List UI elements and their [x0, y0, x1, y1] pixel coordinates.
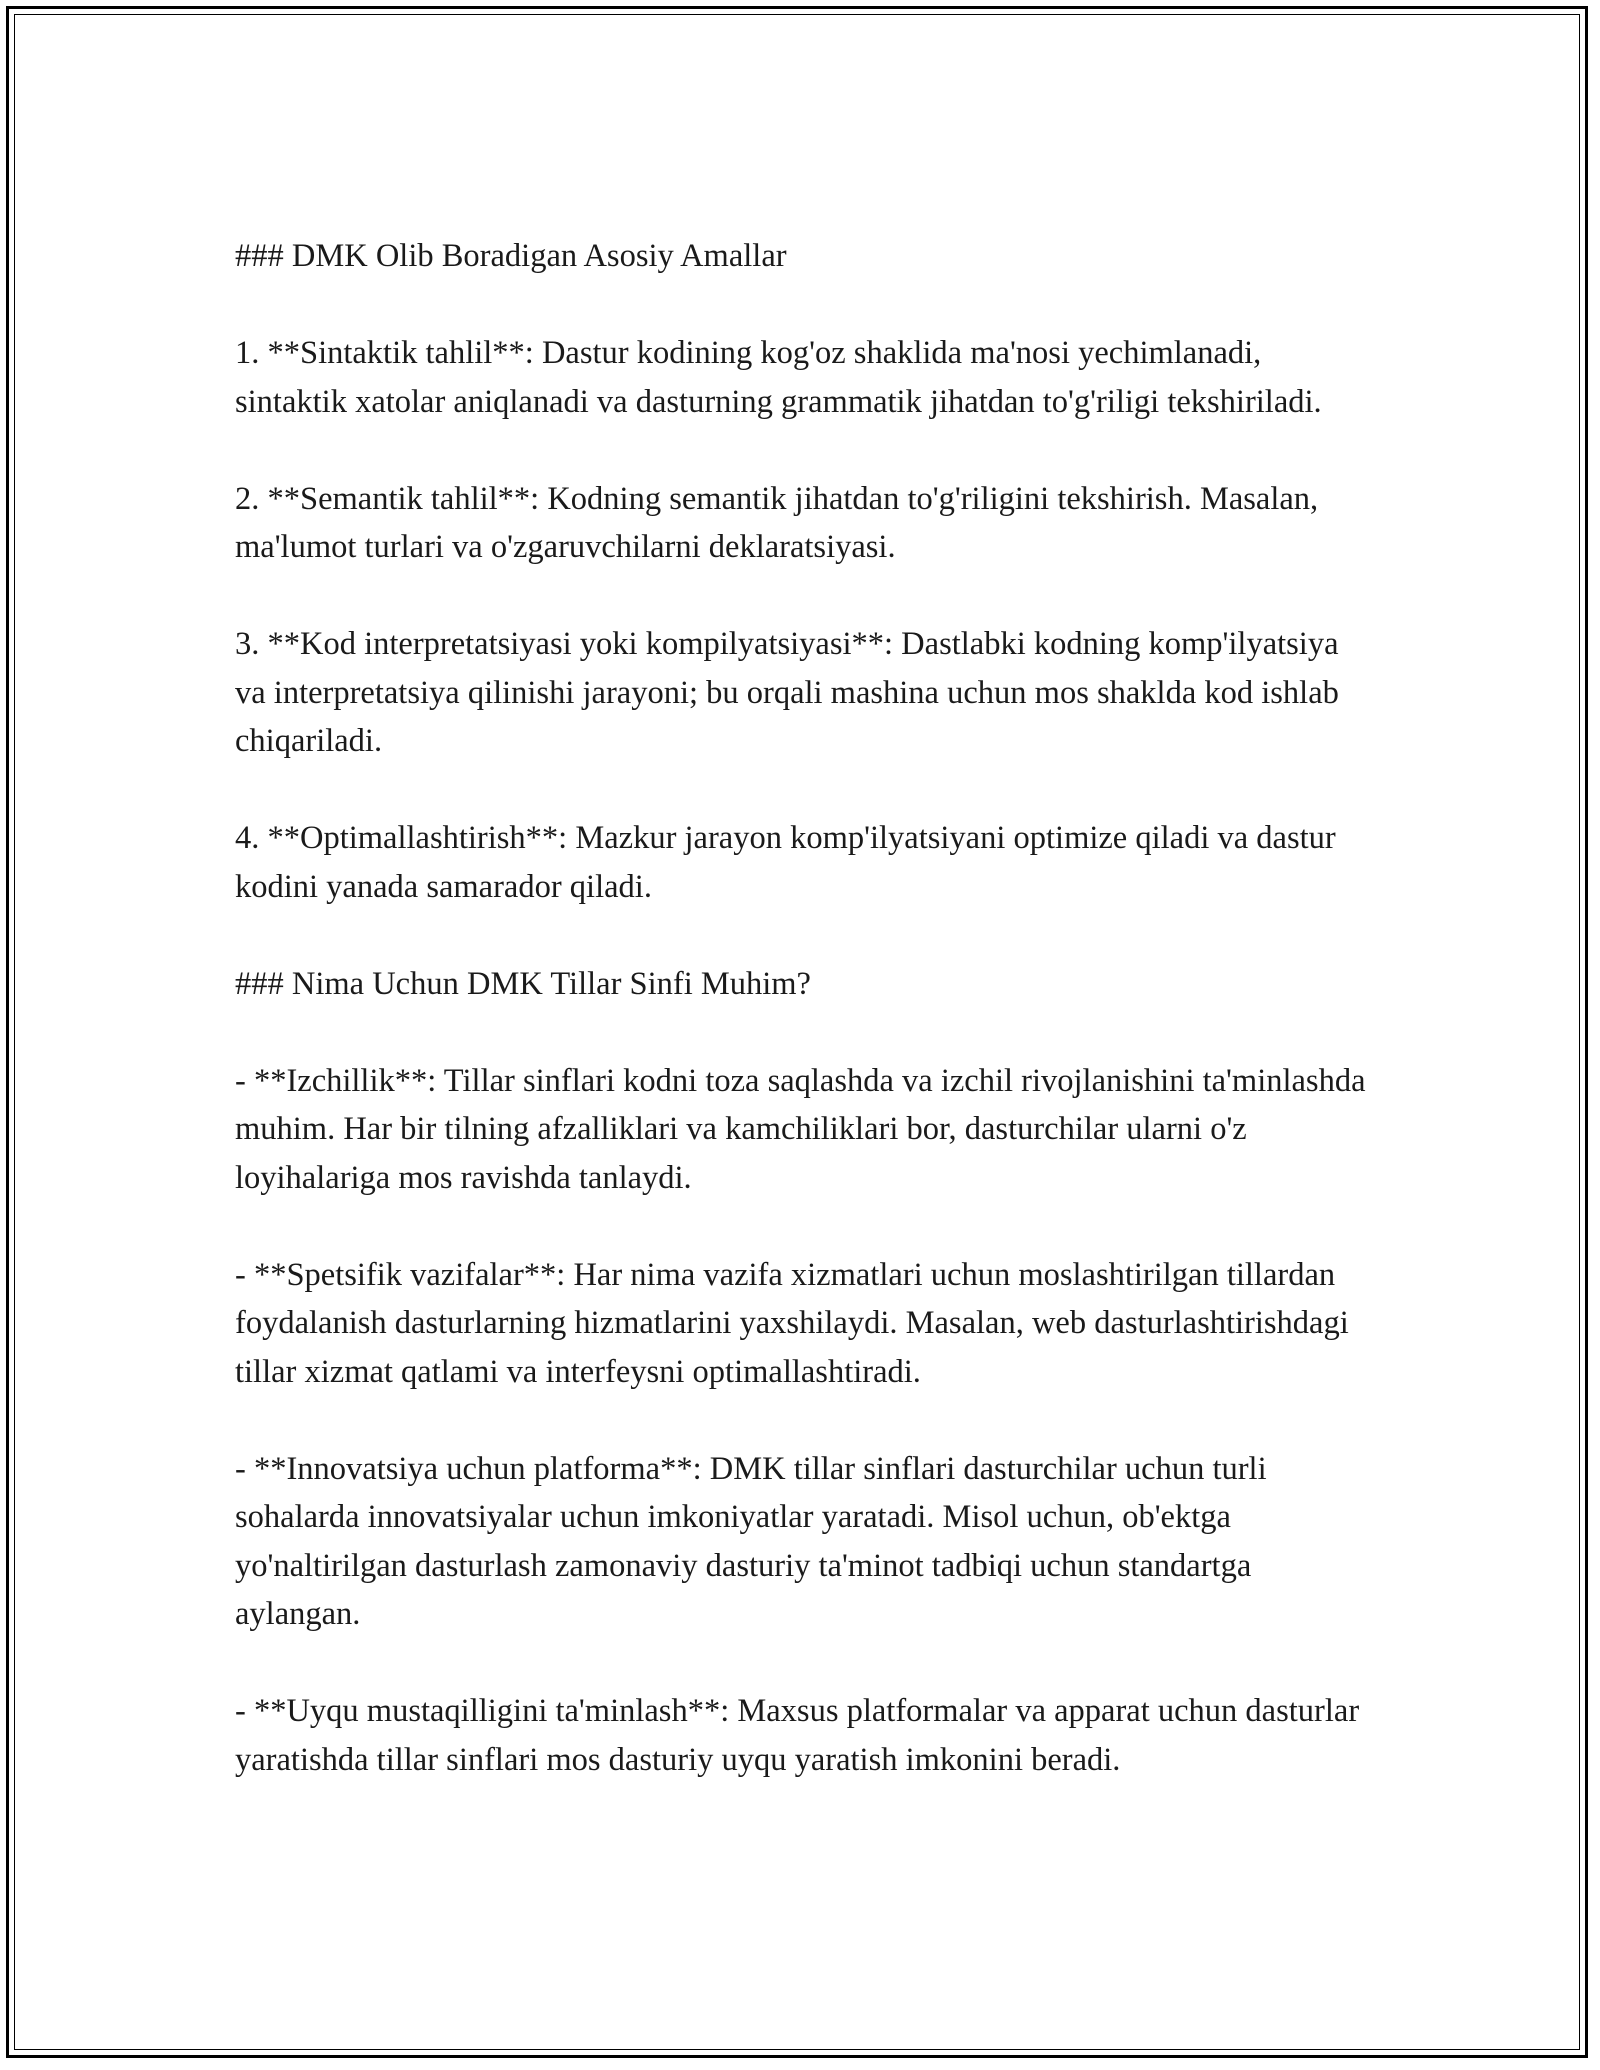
bullet-item: - **Spetsifik vazifalar**: Har nima vazifa xizmatlari uchun moslashtirilgan tillardan foydalanish dasturlarning hizmatlarini yaxshilaydi. Masalan, web dasturlashtirishdagi tillar xizmat qatlami va interfeysni optimallashtiradi. [235, 1256, 1349, 1390]
bullet-item: - **Uyqu mustaqilligini ta'minlash**: Maxsus platformalar va apparat uchun dasturlar yaratishda tillar sinflari mos dasturiy uyqu yaratish imkonini beradi. [235, 1693, 1360, 1778]
list-item: 2. **Semantik tahlil**: Kodning semantik jihatdan to'g'riligini tekshirish. Masalan, ma'lumot turlari va o'zgaruvchilarni deklaratsiyasi. [235, 480, 1319, 565]
document-body [235, 232, 1375, 1833]
bullet-item: - **Izchillik**: Tillar sinflari kodni toza saqlashda va izchil rivojlanishini ta'minlashda muhim. Har bir tilning afzalliklari va kamchiliklari bor, dasturchilar ularni o'z loyihalariga mos ravishda tanlaydi. [235, 1062, 1366, 1196]
section-heading: ### Nima Uchun DMK Tillar Sinfi Muhim? [235, 965, 811, 1002]
section-heading: ### DMK Olib Boradigan Asosiy Amallar [235, 238, 787, 274]
bullet-item: - **Innovatsiya uchun platforma**: DMK tillar sinflari dasturchilar uchun turli sohalarda innovatsiyalar uchun imkoniyatlar yaratadi. Misol uchun, ob'ektga yo'naltirilgan dasturlash zamonaviy dasturiy ta'minot tadbiqi uchun standartga aylangan. [235, 1450, 1267, 1632]
list-item: 1. **Sintaktik tahlil**: Dastur kodining kog'oz shaklida ma'nosi yechimlanadi, sintaktik xatolar aniqlanadi va dasturning grammatik jihatdan to'g'riligi tekshiriladi. [235, 335, 1322, 420]
list-item: 4. **Optimallashtirish**: Mazkur jarayon komp'ilyatsiyani optimize qiladi va dastur kodini yanada samarador qiladi. [235, 820, 1336, 905]
list-item: 3. **Kod interpretatsiyasi yoki kompilyatsiyasi**: Dastlabki kodning komp'ilyatsiya va interpretatsiya qilinishi jarayoni; bu orqali mashina uchun mos shaklda kod ishlab chiqariladi. [235, 626, 1339, 759]
